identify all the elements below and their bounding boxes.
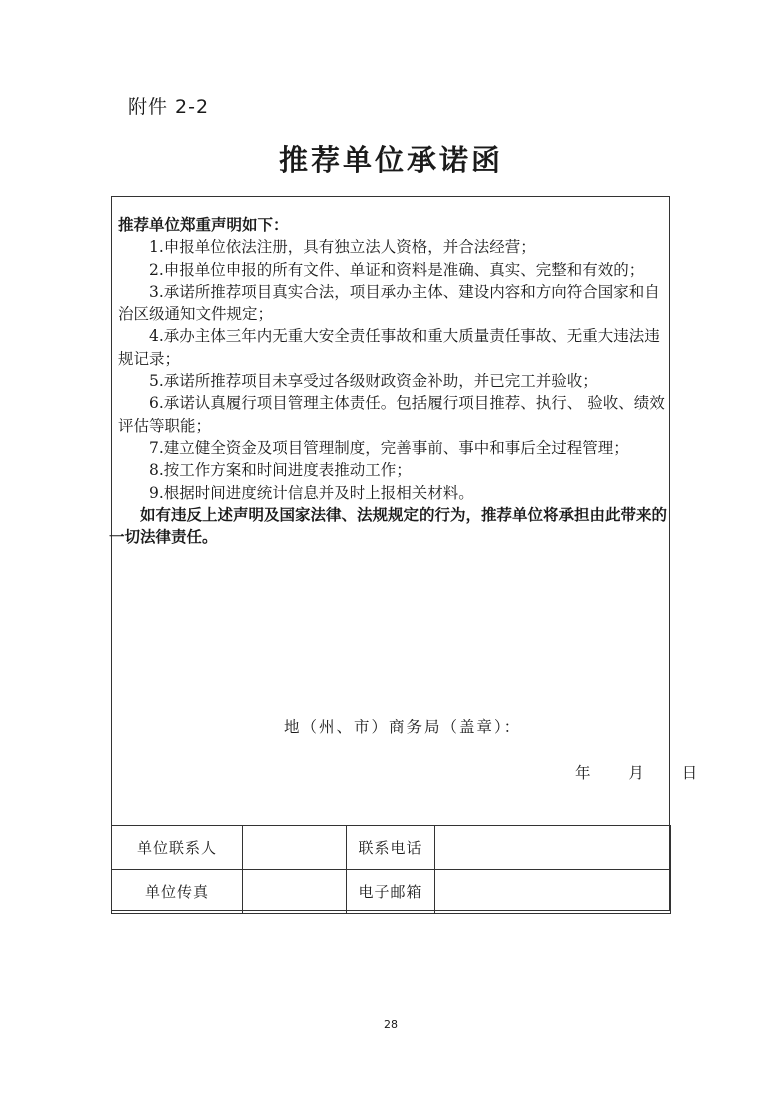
date-year-label: 年 [575,764,591,782]
declaration-item-4: 4.承办主体三年内无重大安全责任事故和重大质量责任事故、无重大违法违规记录； [118,327,660,368]
declaration-item-9: 9.根据时间进度统计信息并及时上报相关材料。 [149,483,474,502]
phone-field[interactable] [435,826,671,870]
contact-table [111,825,671,914]
declaration-item-6: 6.承诺认真履行项目管理主体责任。包括履行项目推荐、执行、 验收、绩效评估等职能； [118,394,665,435]
document-title: 推荐单位承诺函 [278,143,503,177]
page-number: 28 [384,1018,398,1031]
contact-person-label: 单位联系人 [112,826,243,870]
signature-date [575,761,697,783]
phone-label: 联系电话 [347,826,435,870]
attachment-label: 附件 2-2 [128,96,210,118]
declaration-item-1: 1.申报单位依法注册，具有独立法人资格，并合法经营； [149,238,536,257]
seal-label: 地（州、市）商务局（盖章）： [284,718,522,736]
contact-person-field[interactable] [243,826,347,870]
declaration-item-5: 5.承诺所推荐项目未享受过各级财政资金补助，并已完工并验收； [149,372,598,391]
declaration-item-8: 8.按工作方案和时间进度表推动工作； [149,461,412,480]
liability-statement: 如有违反上述声明及国家法律、法规规定的行为，推荐单位将承担由此带来的一切法律责任。 [109,504,668,547]
contact-row-1 [112,826,671,870]
email-field[interactable] [435,870,671,914]
declaration-item-7: 7.建立健全资金及项目管理制度，完善事前、事中和事后全过程管理； [149,438,629,457]
declaration-item-3: 3.承诺所推荐项目真实合法，项目承办主体、建设内容和方向符合国家和自治区级通知文件规定； [118,282,660,324]
date-month-label: 月 [628,764,644,782]
date-day-label: 日 [681,764,698,782]
email-label: 电子邮箱 [347,870,435,914]
fax-label: 单位传真 [112,870,243,914]
fax-field[interactable] [243,870,347,914]
declaration-lead: 推荐单位郑重声明如下： [118,215,289,234]
contact-row-2 [112,870,671,914]
declaration-item-2: 2.申报单位申报的所有文件、单证和资料是准确、真实、完整和有效的； [149,260,645,279]
declaration-body [109,214,668,548]
